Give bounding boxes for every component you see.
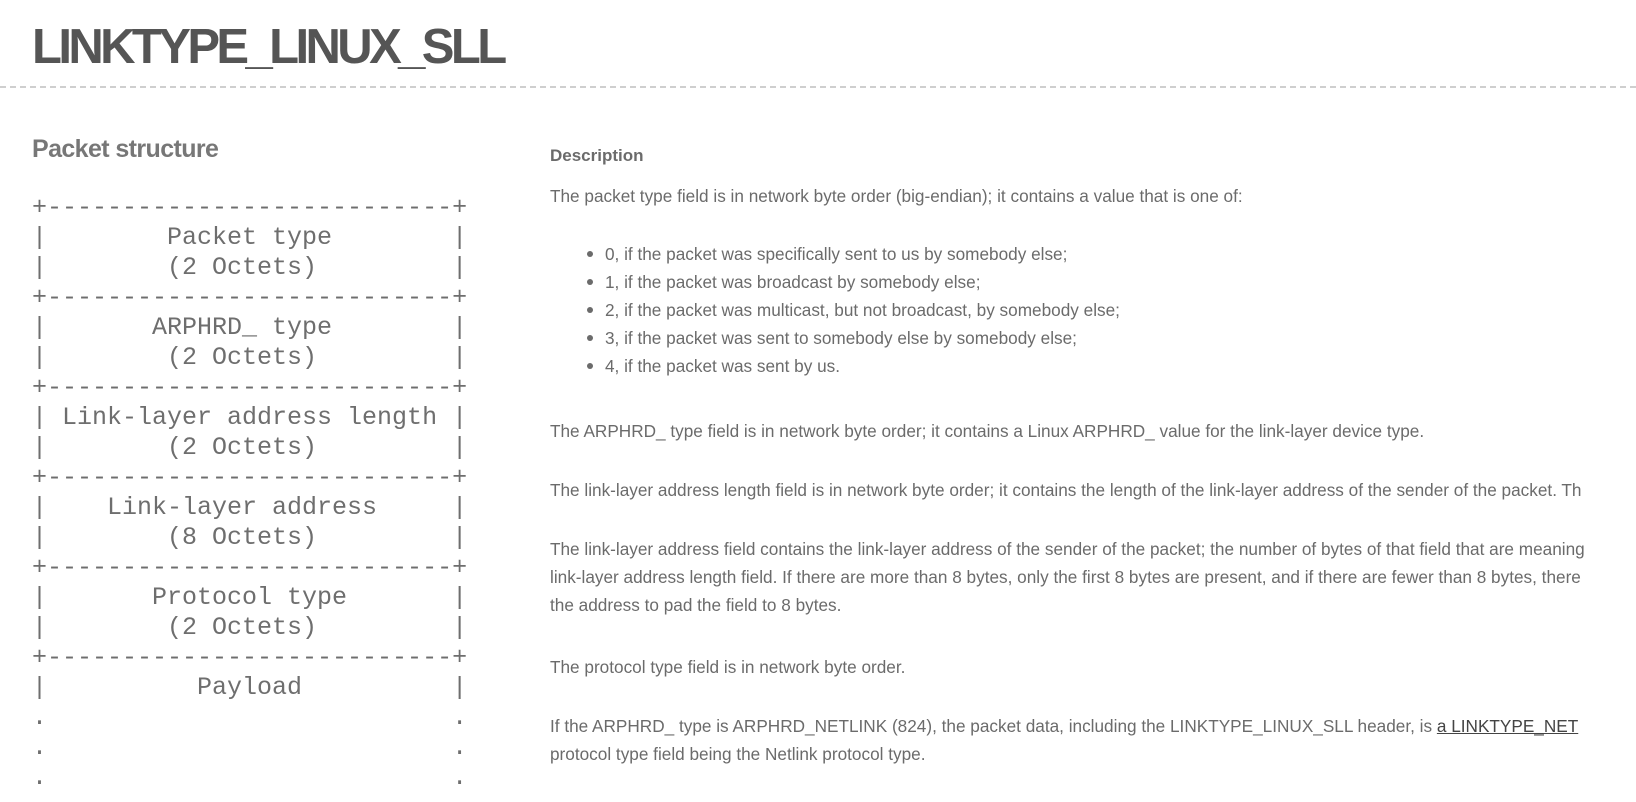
- paragraph-line: the address to pad the field to 8 bytes.: [550, 595, 842, 615]
- paragraph-line: link-layer address length field. If there are more than 8 bytes, only the first 8 bytes are present, and if there are fewer than 8 bytes, there: [550, 567, 1581, 587]
- list-item: 2, if the packet was multicast, but not broadcast, by somebody else;: [605, 296, 1120, 324]
- netlink-paragraph: [550, 712, 1578, 768]
- protocol-type-paragraph: The protocol type field is in network byte order.: [550, 657, 906, 677]
- title-divider: [0, 86, 1636, 88]
- linktype-netlink-link[interactable]: a LINKTYPE_NET: [1436, 716, 1579, 736]
- paragraph-line: [550, 712, 1578, 740]
- description-section: [550, 143, 1636, 764]
- arphrd-type-paragraph: The ARPHRD_ type field is in network byte order; it contains a Linux ARPHRD_ value for the link-layer device type.: [550, 421, 1425, 441]
- list-item: 1, if the packet was broadcast by somebody else;: [605, 268, 1120, 296]
- paragraph-line: protocol type field being the Netlink protocol type.: [550, 744, 926, 764]
- packet-structure-diagram: +---------------------------+ | Packet type | | (2 Octets) | +---------------------------+ | ARPHRD_ type | | (2 Octets) | +---------------------------+ | Link-layer address length | | (2 Octets) | +---------------------------+ | Link-layer address | | (8 Octets) | +---------------------------+ | Protocol type | | (2 Octets) | +---------------------------+ | Payload | . . . . . .: [32, 193, 468, 792]
- address-length-paragraph: The link-layer address length field is in network byte order; it contains the length of the link-layer address of the sender of the packet. Th: [550, 480, 1582, 500]
- page-title: LINKTYPE_LINUX_SLL: [32, 20, 504, 74]
- paragraph-line: The link-layer address field contains the link-layer address of the sender of the packet; the number of bytes of that field that are meaning: [550, 539, 1585, 559]
- packet-type-values-list: [550, 240, 1120, 380]
- list-item: 0, if the packet was specifically sent to us by somebody else;: [605, 240, 1120, 268]
- list-item: 3, if the packet was sent to somebody else by somebody else;: [605, 324, 1120, 352]
- netlink-text: If the ARPHRD_ type is ARPHRD_NETLINK (824), the packet data, including the LINKTYPE_LINUX_SLL header, is: [550, 716, 1437, 736]
- packet-structure-heading: Packet structure: [32, 135, 219, 163]
- list-item: 4, if the packet was sent by us.: [605, 352, 1120, 380]
- packet-type-intro: The packet type field is in network byte order (big-endian); it contains a value that is one of:: [550, 186, 1243, 206]
- description-heading: Description: [550, 146, 644, 165]
- packet-structure-section: [32, 130, 502, 792]
- link-layer-address-paragraph: [550, 535, 1585, 619]
